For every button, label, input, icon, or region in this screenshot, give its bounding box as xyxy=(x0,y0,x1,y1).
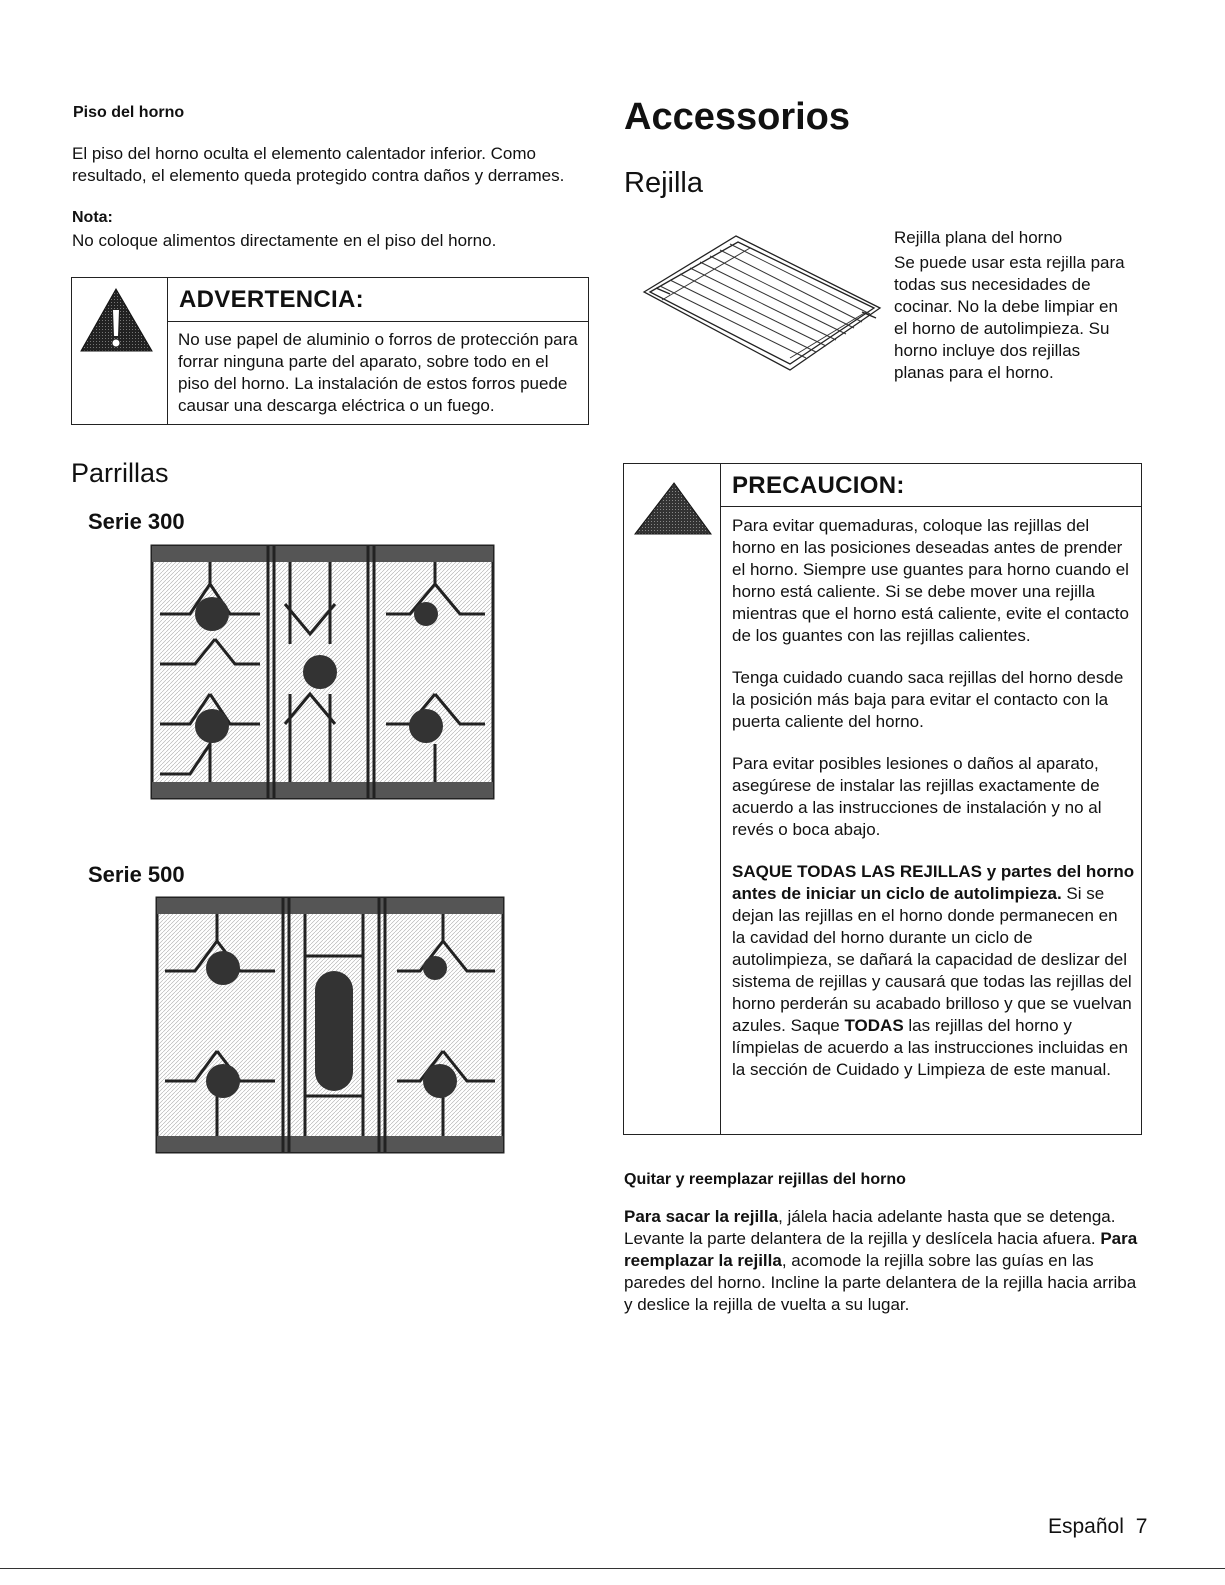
footer-page-number: 7 xyxy=(1135,1515,1148,1538)
series-300-heading: Serie 300 xyxy=(88,509,185,534)
note-text: No coloque alimentos directamente en el piso del horno. xyxy=(72,231,497,250)
remove-bold: Para sacar la rejilla xyxy=(624,1207,779,1226)
caution-paragraph-3: Para evitar posibles lesiones o daños al aparato, asegúrese de instalar las rejillas exactamente de acuerdo a las instrucciones de instalación y no al revés o boca abajo. xyxy=(732,754,1102,839)
page-footer xyxy=(1048,1515,1147,1539)
grates-heading: Parrillas xyxy=(71,458,169,488)
note-label: Nota: xyxy=(72,209,113,226)
oven-floor-heading: Piso del horno xyxy=(73,104,185,121)
remove-text: , jálela hacia adelante hasta que se detenga. Levante la parte delantera de la rejilla y deslícela hacia afuera. xyxy=(624,1207,1116,1248)
flat-rack-image xyxy=(640,230,885,380)
warning-text: No use papel de aluminio o forros de protección para forrar ninguna parte del aparato, sobre todo en el piso del horno. La instalación de estos forros puede causar una descarga eléctrica o un fuego. xyxy=(178,330,578,415)
warning-rule xyxy=(167,321,588,322)
series-500-heading: Serie 500 xyxy=(88,862,185,887)
caution-triangle-icon xyxy=(624,464,720,554)
caution-text-a: Si se dejan las rejillas en el horno donde permanecen en la cavidad del horno durante un ciclo de autolimpieza, se dañará la capacidad de deslizar del sistema de rejillas y causará que todas las rejillas del horno perderán su acabado brilloso y que se vuelvan azules. Saque xyxy=(732,884,1132,1035)
caution-box xyxy=(623,463,1142,1135)
caution-body xyxy=(732,515,1135,1101)
remove-replace-heading: Quitar y reemplazar rejillas del horno xyxy=(624,1171,906,1188)
footer-language: Español xyxy=(1048,1515,1124,1538)
caution-paragraph-4 xyxy=(732,861,1135,1081)
bottom-rule xyxy=(0,1568,1225,1569)
caution-bold-lead: SAQUE TODAS LAS REJILLAS y partes del horno antes de iniciar un ciclo de autolimpieza. xyxy=(732,862,1135,903)
rack-text: Se puede usar esta rejilla para todas sus necesidades de cocinar. No la debe limpiar en el horno de autolimpieza. Su horno incluye dos rejillas planas para el horno. xyxy=(894,253,1125,382)
caution-bold-all: TODAS xyxy=(844,1016,904,1035)
caution-rule xyxy=(720,506,1141,507)
caution-text-b: las rejillas del horno y límpielas de acuerdo a las instrucciones incluidas en la sección de Cuidado y Limpieza de este manual. xyxy=(732,1016,1128,1079)
caution-title: PRECAUCION: xyxy=(732,472,905,499)
rack-heading: Rejilla xyxy=(624,167,703,199)
rack-caption: Rejilla plana del horno xyxy=(894,228,1063,247)
accessories-title: Accessorios xyxy=(624,96,851,138)
series-500-grate-image xyxy=(155,896,505,1154)
caution-icon-column xyxy=(624,464,721,1134)
replace-bold: Para reemplazar la rejilla xyxy=(624,1229,1138,1270)
series-300-grate-image xyxy=(150,544,495,800)
warning-box xyxy=(71,277,589,425)
remove-replace-text xyxy=(624,1206,1144,1316)
warning-title: ADVERTENCIA: xyxy=(179,286,364,313)
oven-floor-text: El piso del horno oculta el elemento calentador inferior. Como resultado, el elemento queda protegido contra daños y derrames. xyxy=(72,144,565,185)
caution-paragraph-1: Para evitar quemaduras, coloque las rejillas del horno en las posiciones deseadas antes de prender el horno. Siempre use guantes para horno cuando el horno está caliente. Si se debe mover una rejilla mientras que el horno está caliente, evite el contacto de los guantes con las rejillas calientes. xyxy=(732,516,1129,645)
warning-triangle-icon xyxy=(72,278,167,424)
warning-icon-column xyxy=(72,278,168,424)
caution-paragraph-2: Tenga cuidado cuando saca rejillas del horno desde la posición más baja para evitar el contacto con la puerta caliente del horno. xyxy=(732,668,1124,731)
replace-text: , acomode la rejilla sobre las guías en las paredes del horno. Incline la parte delantera de la rejilla hacia arriba y deslice la rejilla de vuelta a su lugar. xyxy=(624,1251,1137,1314)
